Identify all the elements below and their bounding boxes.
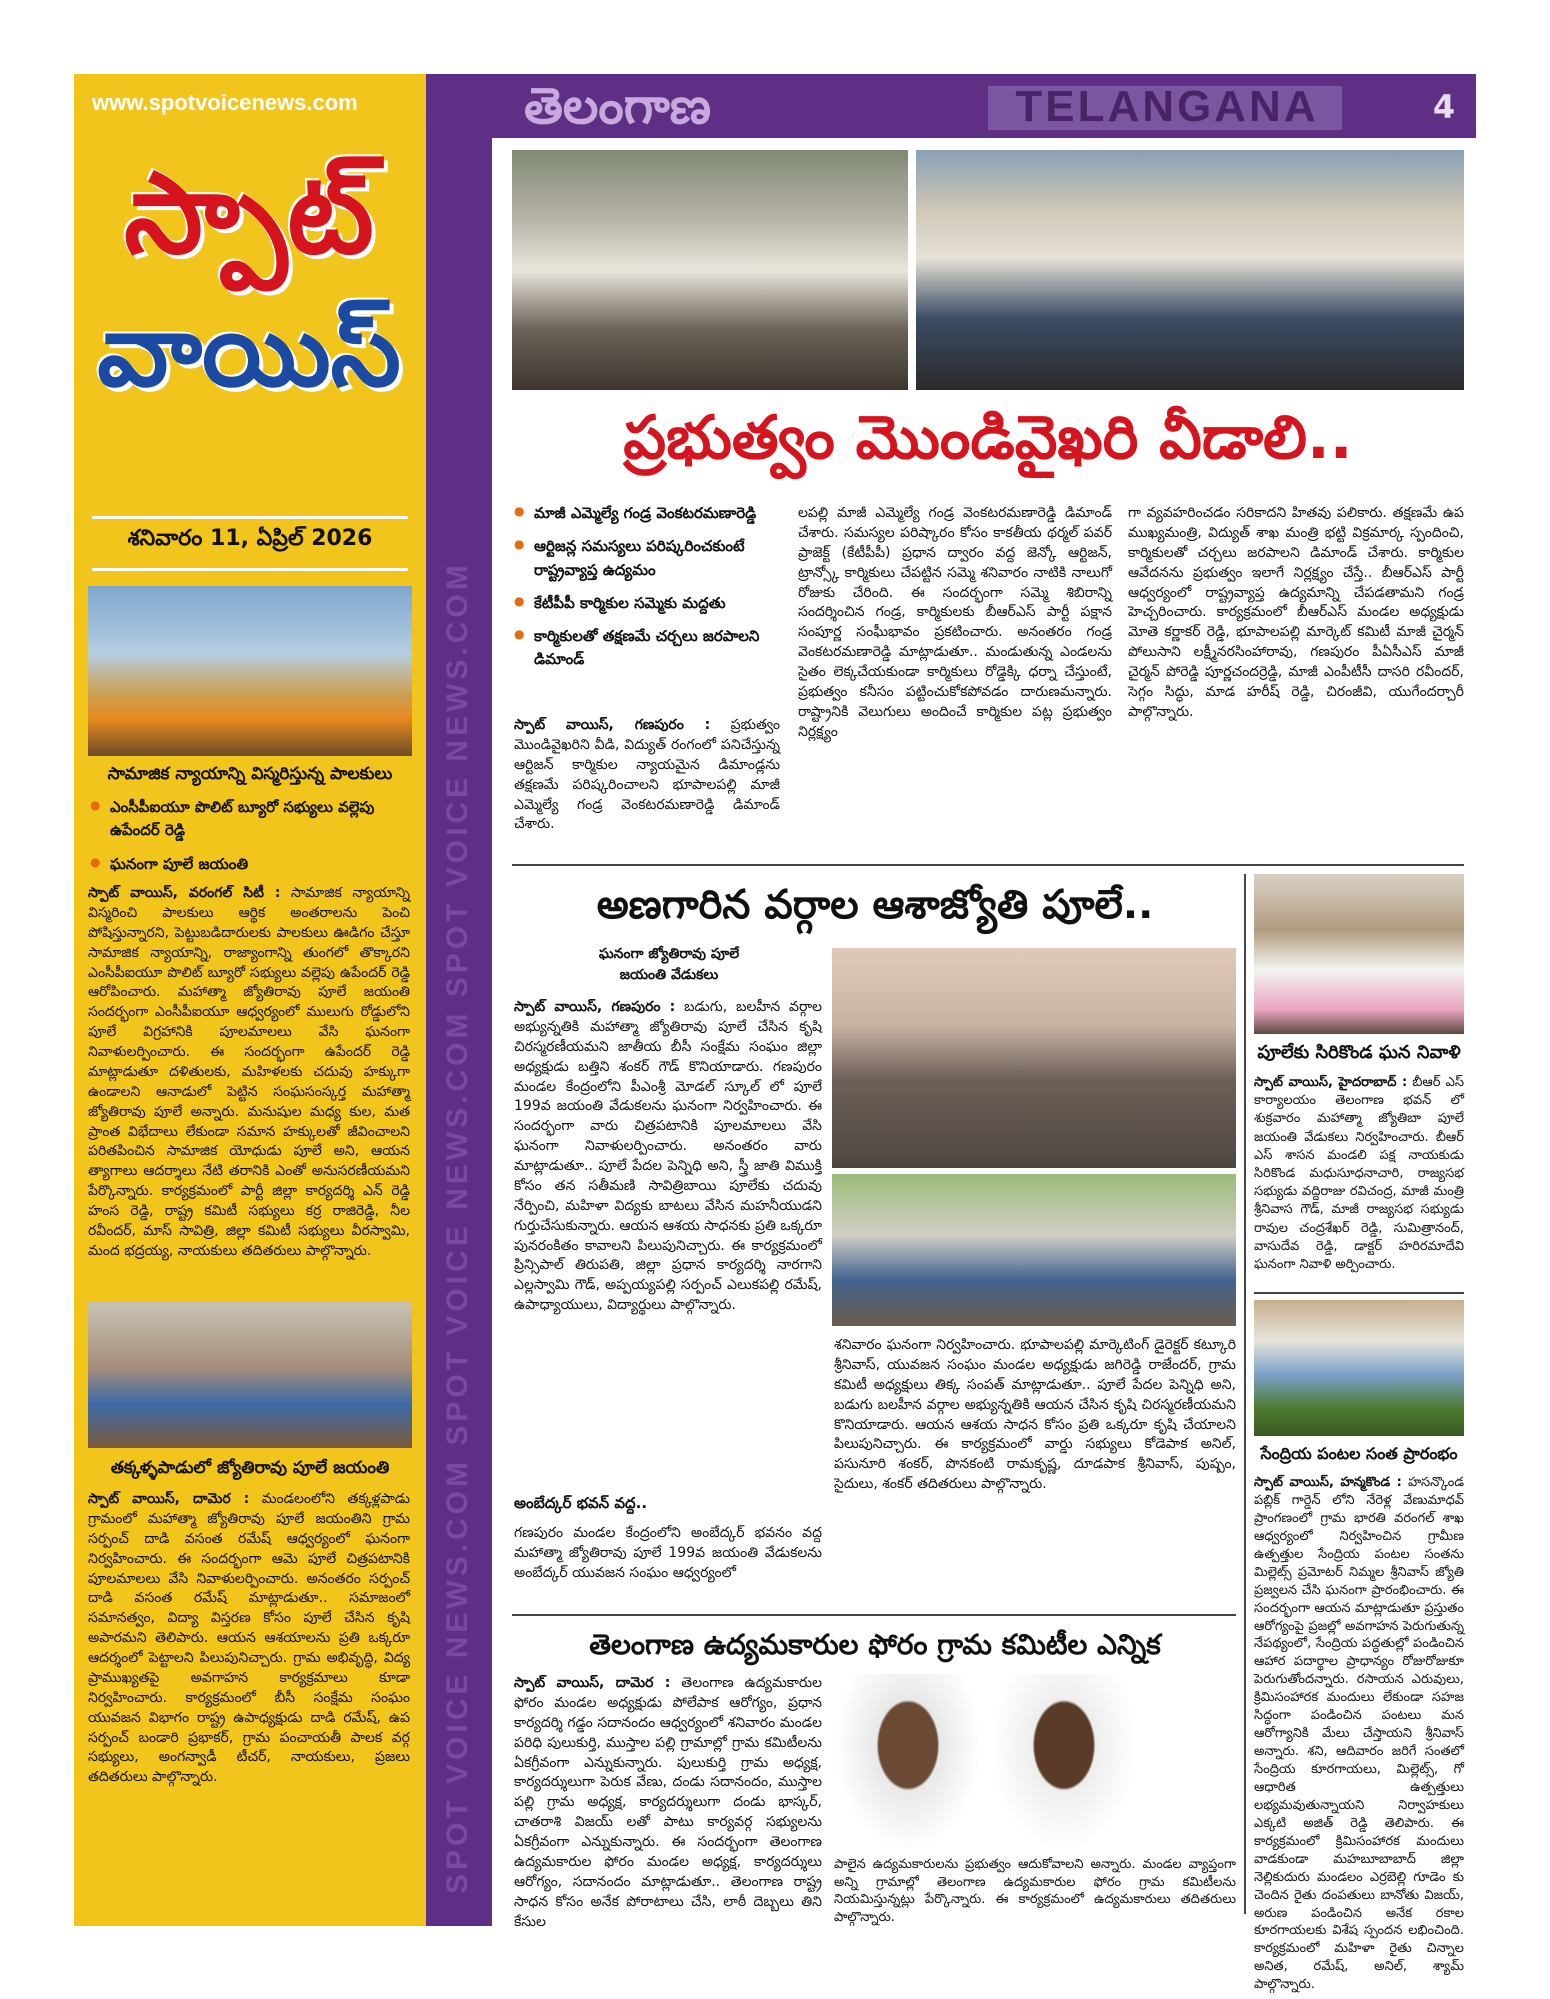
bullet-item: ● మాజీ ఎమ్మెల్యే గండ్ర వెంకటరమణారెడ్డి [514,502,772,525]
bullet-item: ● ఆర్టిజన్ల సమస్యలు పరిష్కరించకుంటే రాష్ట్రవ్యాప్త ఉద్యమం [514,535,772,582]
organic-market-photo [1254,1300,1464,1436]
article-body [514,1674,822,1930]
logo-spot: స్పాట్ [124,149,374,279]
body-text: పాలైన ఉద్యమకారులను ప్రభుత్వం ఆదుకోవాలని అన్నారు. మండల వ్యాప్తంగా అన్ని గ్రామాల్లో తెలంగాణ ఉద్యమకారుల ఫోరం గ్రామ కమిటీలను నియమిస్తున్నట్లు పేర్కొన్నారు. ఈ కార్యక్రమంలో ఉద్యమకారులు తదితరులు పాల్గొన్నారు. [834,1857,1236,1925]
body-text: గా వ్యవహరించడం సరికాదని హితవు పలికారు. తక్షణమే ఉప ముఖ్యమంత్రి, విద్యుత్ శాఖ మంత్రి భట్టి విక్రమార్క స్పందించి, కార్మికులతో చర్చలు జరపాలని డిమాండ్ చేశారు. కార్మికుల ఆవేదనను ప్రభుత్వం ఇలాగే నిర్లక్ష్యం చేస్తే.. బీఆర్ఎస్ పార్టీ ఆధ్వర్యంలో రాష్ట్రవ్యాప్త ఉద్యమాన్ని చేపడతామని గండ్ర హెచ్చరించారు. కార్యక్రమంలో బీఆర్ఎస్ మండల అధ్యక్షుడు మోతె కర్ణాకర్ రెడ్డి, భూపాలపల్లి మార్కెట్ కమిటీ మాజీ చైర్మన్ పోలుసాని లక్ష్మీనరసింహారావు, గణపురం పీఏసీఎస్ మాజీ చైర్మన్ పోరెడ్డి పూర్ణచందర్రెడ్డి, మాజీ ఎంపీటీసీ దాసరి రవీందర్, సెగ్గం సిద్ధు, మాడ హరీష్ రెడ్డి, చిరంజీవి, యుగేందర్చారీ పాల్గొన్నారు. [1128,505,1464,720]
statue-garland-photo [88,586,412,756]
logo-voice: వాయిస్ [97,292,401,409]
headline: అణగారిన వర్గాల ఆశాజ్యోతి పూలే.. [596,882,1154,928]
headline: పూలేకు సిరికొండ ఘన నివాళి [1257,1042,1461,1063]
article-body [514,998,822,1488]
article-body [834,1336,1236,1606]
body-text: గణపురం మండల కేంద్రంలోని అంబేద్కర్ భవనం వద్ద మహాత్మా జ్యోతిరావు పూలే 199వ జయంతి వేడుకలను అంబేద్కర్ యువజన సంఘం ఆధ్వర్యంలో [514,1525,822,1581]
dateline: స్పాట్ వాయిస్, గణపురం : [514,717,711,733]
school-event-photo [832,948,1236,1168]
section-divider [512,1614,1236,1616]
page-number: 4 [1432,88,1456,126]
spine-text: SPOT VOICE NEWS.COM SPOT VOICE NEWS.COM SPOT VOICE NEWS.COM [441,561,474,1894]
subheadline: ఘనంగా జ్యోతిరావు పూలే జయంతి వేడుకలు [598,946,740,983]
issue-date: శనివారం 11, ఏప్రిల్ 2026 [127,526,373,551]
lead-bullets [514,502,772,682]
article-body [1128,504,1464,854]
lead-headline: ప్రభుత్వం మొండివైఖరి వీడాలి.. [623,403,1353,473]
bullet-item: ● ఎంసీపీఐయూ పొలిట్ బ్యూరో సభ్యులు వల్లెపు ఉపేందర్ రెడ్డి [90,796,406,843]
section-title-english: TELANGANA [1015,82,1319,131]
body-text: హసన్కొండ పబ్లిక్ గార్డెన్ లోని నేరెళ్ల వేణుమాధవ్ ప్రాంగణంలో గ్రామ భారతి వరంగల్ శాఖ ఆధ్వర్యంలో నిర్వహించిన గ్రామీణ ఉత్పత్తుల సేంద్రియ పంటల సంతను మిల్లెట్స్ ప్రమోటర్ నిమ్మల శ్రీనివాస్ జ్యోతి ప్రజ్వలన చేసి ఘనంగా ప్రారంభించారు. ఈ సందర్భంగా ఆయన మాట్లాడుతూ ప్రస్తుతం ఆరోగ్యంపై ప్రజల్లో అవగాహన పెరుగుతున్న నేపథ్యంలో, సేంద్రియ పద్ధతుల్లో పండించిన ఆహార పదార్థాల ప్రాధాన్యం రోజురోజుకూ పెరుగుతోందన్నారు. రసాయన ఎరువులు, క్రిమిసంహారక మందులు లేకుండా సహజ సిద్ధంగా పండించిన పంటలు మన ఆరోగ్యానికి మేలు చేస్తాయని శ్రీనివాస్ అన్నారు. శని, ఆదివారం జరిగే సంతలో సేంద్రియ కూరగాయలు, మిల్లెట్స్, గో ఆధారిత ఉత్పత్తులు లభ్యమవుతున్నాయని నిర్వాహకులు ఎక్కటి అజిత్ రెడ్డి తెలిపారు. ఈ కార్యక్రమంలో క్రిమిసంహారక మందులు వాడకుండా మహబూబాబాద్ జిల్లా నెల్లికుదురు మండలం ఎర్రబెల్లి గూడెం కు చెందిన రైతు దంపతులు బానోతు విజయ్, అరుణ పండించిన అనేక రకాల కూరగాయలకు విశేష స్పందన లభించింది. కార్యక్రమంలో మహిళా రైతు చిన్నాల అనిత, రమేష్, అనిల్, శ్యామ్ పాల్గొన్నారు. [1254,1475,1464,1993]
ambedkar-bhavan-photo [832,1174,1236,1326]
portrait-photo-sadanandam [990,1674,1138,1852]
body-text: బీఆర్ ఎస్ కార్యాలయం తెలంగాణ భవన్ లో శుక్రవారం మహాత్మా జ్యోతిబా పూలే జయంతి వేడుకలు నిర్వహించారు. బీఆర్ ఎస్ శాసన మండలి పక్ష నాయకుడు సిరికొండ మధుసూధనాచారి, రాజ్యసభ సభ్యుడు వద్దిరాజు రవిచంద్ర, మాజీ మంత్రి శ్రీనివాస గౌడ్, మాజీ రాజ్యసభ సభ్యుడు రావుల చంద్రశేఖర్ రెడ్డి, సుమిత్రానంద్, వాసుదేవ రెడ్డి, డాక్టర్ హరిరమాదేవి ఘనంగా నివాళి అర్పించారు. [1254,1075,1465,1272]
section-title-telugu: తెలంగాణ [524,77,712,135]
article-body [514,1524,822,1604]
section-divider [1254,1292,1464,1294]
article-body [514,716,780,856]
dateline: స్పాట్ వాయిస్, దామెర : [88,1491,250,1507]
bullet-item: ● కార్మికులతో తక్షణమే చర్చలు జరపాలని డిమాండ్ [514,625,772,672]
website-url: www.spotvoicenews.com [92,90,358,115]
bullet-item: ● ఘనంగా పూలే జయంతి [90,853,406,876]
body-text: లపల్లి మాజీ ఎమ్మెల్యే గండ్ర వెంకటరమణారెడ్డి డిమాండ్ చేశారు. సమస్యల పరిష్కారం కోసం కాకతీయ థర్మల్ పవర్ ప్రాజెక్ట్ (కేటీపీపీ) ప్రధాన ద్వారం వద్ద జెన్కో ఆర్టిజన్, ట్రాన్స్కో కార్మికులు చేపట్టిన సమ్మె శనివారం నాటికి నాలుగో రోజుకు చేరింది. ఈ సందర్భంగా సమ్మె శిబిరాన్ని సందర్శించిన గండ్ర, కార్మికులకు బీఆర్ఎస్ పార్టీ పక్షాన సంపూర్ణ సంఘీభావం ప్రకటించారు. అనంతరం గండ్ర వెంకటరమణారెడ్డి మాట్లాడుతూ.. మండుతున్న ఎండలను సైతం లెక్కచేయకుండా కార్మికులు రోడ్డెక్కి ధర్నా చేస్తుంటే, ప్రభుత్వం కనీసం పట్టించుకోకపోవడం దారుణమన్నారు. రాష్ట్రానికి వెలుగులు అందించే కార్మికుల పట్ల ప్రభుత్వం నిర్లక్ష్యం [798,505,1112,740]
article-body [88,1490,410,1910]
headline: తక్కళ్ళపాడులో జ్యోతిరావు పూలే జయంతి [110,1458,390,1478]
protest-photo-right [916,150,1464,390]
body-text: సామాజిక న్యాయాన్ని విస్మరించి పాలకులు ఆర్థిక అంతరాలను పెంచి పోషిస్తున్నారని, పెట్టుబడిదారులకు పాలకులు ఊడిగం చేస్తూ సామాజిక న్యాయాన్ని, రాజ్యాంగాన్ని తుంగలో తొక్కారని ఎంసీపీఐయూ పొలిట్ బ్యూరో సభ్యులు వల్లెపు ఉపేందర్ రెడ్డి ఆరోపించారు. మహాత్మా జ్యోతిరావు పూలే జయంతి సందర్భంగా ఎంసీపీఐయూ ఆధ్వర్యంలో ములుగు రోడ్డులోని పూలే విగ్రహానికి పూలమాలలు వేసి ఘనంగా నివాళులర్పించారు. ఈ సందర్భంగా ఉపేందర్ రెడ్డి మాట్లాడుతూ దళితులకు, మహిళలకు చదువు హక్కుగా ఉండాలని ఆనాడులో పెట్టిన సంఘసంస్కర్త మహాత్మా జ్యోతిరావు పూలే అన్నారు. మనుషుల మధ్య కుల, మత ప్రాంత విభేదాలు లేకుండా సమాన హక్కులతో జీవించాలని పరితపించిన సామాజిక యోధుడు పూలే అని, ఆయన త్యాగాలు ఆదర్శాలు నేటి తరానికి ఎంతో అనుసరణీయమని పేర్కొన్నారు. కార్యక్రమంలో పార్టీ జిల్లా కార్యదర్శి ఎన్ రెడ్డి హంస రెడ్డి, రాష్ట్ర కమిటీ సభ్యులు కర్ర రాజిరెడ్డి, నీల రవీందర్, మాస్ సావిత్రి, జిల్లా కమిటీ సభ్యులు వీరస్వామి, మంద భద్రయ్య, నాయకులు తదితరులు పాల్గొన్నారు. [88,885,411,1259]
dateline: స్పాట్ వాయిస్, గణపురం : [514,999,676,1015]
protest-photo-left [512,150,908,390]
column-divider [1244,874,1246,1914]
headline: తెలంగాణ ఉద్యమకారుల ఫోరం గ్రామ కమిటీల ఎన్నిక [589,1628,1161,1661]
bullet-item: ● కేటీపీపీ కార్మికుల సమ్మెకు మద్దతు [514,592,772,615]
portrait-photo-arogyam [834,1674,982,1852]
bullet-list [90,796,406,886]
newspaper-page [74,74,1476,1993]
tribute-photo [1254,874,1464,1034]
divider [92,568,408,571]
subhead: అంబేద్కర్ భవన్ వద్ద.. [514,1494,648,1512]
body-text: తెలంగాణ ఉద్యమకారుల ఫోరం మండల అధ్యక్షుడు పోలేపాక ఆరోగ్యం, ప్రధాన కార్యదర్శి గడ్డం సదానందం ఆధ్వర్యంలో శనివారం మండల పరిధి పులుకుర్తి, ముస్తాల పల్లి గ్రామాల్లో గ్రామ కమిటీలను ఏకగ్రీవంగా ఎన్నుకున్నారు. పులుకుర్తి గ్రామ అధ్యక్ష, కార్యదర్శులుగా పెరుక వేణు, దండు సదానందం, ముస్తాల పల్లి గ్రామ అధ్యక్ష, కార్యదర్శులుగా దండు భాస్కర్, చాతరాశి విజయ్ లతో పాటు కార్యవర్గ సభ్యులను ఏకగ్రీవంగా ఎన్నుకున్నారు. ఈ సందర్భంగా తెలంగాణ ఉద్యమకారుల ఫోరం మండల అధ్యక్ష, కార్యదర్శులు ఆరోగ్యం, సదానందం మాట్లాడుతూ.. తెలంగాణ రాష్ట్ర సాధన కోసం అనేక పోరాటాలు చేసి, లాఠీ దెబ్బలు తిని కేసుల [514,1675,822,1930]
headline: సామాజిక న్యాయాన్ని విస్మరిస్తున్న పాలకులు [107,764,393,784]
article-body [88,884,410,1294]
dateline: స్పాట్ వాయిస్, హన్మకొండ : [1254,1475,1402,1490]
section-divider [512,864,1464,866]
dateline: స్పాట్ వాయిస్, వరంగల్ సిటీ : [88,885,281,901]
body-text: శనివారం ఘనంగా నిర్వహించారు. భూపాలపల్లి మార్కెటింగ్ డైరెక్టర్ కట్కూరి శ్రీనివాస్, యువజన సంఘం మండల అధ్యక్షుడు జగిరెడ్డి రాజేందర్, గ్రామ కమిటీ అధ్యక్షులు తిక్క సంపత్ మాట్లాడుతూ.. పూలే పేదల పెన్నిధి అని, బడుగు బలహీన వర్గాల అభ్యున్నతికి ఆయన చేసిన కృషి చిరస్మరణీయమని కొనియాడారు. ఆయన ఆశయ సాధన కోసం ప్రతి ఒక్కరూ కృషి చేయాలని పిలుపునిచ్చారు. ఈ కార్యక్రమంలో వార్డు సభ్యులు కోడెపాక అనిల్, పసునూరి శంకర్, పొనకంటి రామకృష్ణ, దూడపాక శ్రీనివాస్, పుష్పం, సైదులు, శంకర్ తదితరులు పాల్గొన్నారు. [834,1337,1236,1493]
divider [92,516,408,519]
group-photo [88,1302,412,1448]
body-text: ప్రభుత్వం మొండివైఖరిని వీడి, విద్యుత్ రంగంలో పనిచేస్తున్న ఆర్టిజన్ కార్మికుల న్యాయమైన డిమాండ్లను తక్షణమే పరిష్కరించాలని భూపాలపల్లి మాజీ ఎమ్మెల్యే గండ్ర వెంకటరమణారెడ్డి డిమాండ్ చేశారు. [514,717,780,833]
dateline: స్పాట్ వాయిస్, హైదరాబాద్ : [1254,1075,1408,1090]
dateline: స్పాట్ వాయిస్, దామెర : [514,1675,671,1691]
article-body [1254,1074,1464,1284]
headline: సేంద్రియ పంటల సంత ప్రారంభం [1260,1444,1458,1463]
article-body [1254,1474,1464,1993]
body-text: బడుగు, బలహీన వర్గాల అభ్యున్నతికి మహాత్మా జ్యోతిరావు పూలే చేసిన కృషి చిరస్మరణీయమని జాతీయ బీసీ సంక్షేమ సంఘం జిల్లా అధ్యక్షుడు బత్తిని శంకర్ గౌడ్ కొనియాడారు. గణపురం మండల కేంద్రంలోని పీఎంశ్రీ మోడల్ స్కూల్ లో పూలే 199వ జయంతి వేడుకలను ఘనంగా నిర్వహించారు. ఈ సందర్భంగా వారు చిత్రపటానికి పూలమాలలు వేసి ఘనంగా నివాళులర్పించారు. అనంతరం వారు మాట్లాడుతూ.. పూలే పేదల పెన్నిధి అని, స్త్రీ జాతి విముక్తి కోసం తన సతీమణి సావిత్రిబాయి పూలేకు చదువు నేర్పించి, మహిళా విద్యకు బాటలు వేసిన మహనీయుడని గుర్తుచేసుకున్నారు. ఆయన ఆశయ సాధనకు ప్రతి ఒక్కరూ పునరంకితం కావాలని పిలుపునిచ్చారు. ఈ కార్యక్రమంలో ప్రిన్సిపాల్ తిరుపతి, జిల్లా ప్రధాన కార్యదర్శి నారగాని ఎల్లస్వామి గౌడ్, అప్పయ్యపల్లి సర్పంచ్ ఎలుకపల్లి రమేష్, ఉపాధ్యాయులు, విద్యార్థులు పాల్గొన్నారు. [514,999,823,1314]
article-body [834,1856,1236,1925]
article-body [798,504,1112,854]
body-text: మండలంలోని తక్కళ్లపాడు గ్రామంలో మహాత్మా జ్యోతిరావు పూలే జయంతిని గ్రామ సర్పంచ్ దాడి వసంత రమేష్ ఆధ్వర్యంలో ఘనంగా నిర్వహించారు. ఈ సందర్భంగా ఆమె పూలే చిత్రపటానికి పూలమాలలు వేసి నివాళులర్పించారు. అనంతరం సర్పంచ్ దాడి వసంత రమేష్ మాట్లాడుతూ.. సమాజంలో సమానత్వం, విద్యా విస్తరణ కోసం పూలే చేసిన కృషి అపారమని తెలిపారు. ఆయన ఆశయాలను ప్రతి ఒక్కరూ ఆదర్శంలో పెట్టాలని పిలుపునిచ్చారు. గ్రామ అభివృద్ధి, విద్య ప్రాముఖ్యతపై అవగాహన కార్యక్రమాలు కూడా నిర్వహించారు. కార్యక్రమంలో బీసీ సంక్షేమ సంఘం యువజన విభాగం రాష్ట్ర ఉపాధ్యక్షుడు దాడి రమేష్, ఉప సర్పంచ్ బండారి ప్రభాకర్, గ్రామ పంచాయతీ పాలక వర్గ సభ్యులు, అంగన్వాడీ టీచర్, నాయకులు, ప్రజలు తదితరులు పాల్గొన్నారు. [88,1491,410,1786]
